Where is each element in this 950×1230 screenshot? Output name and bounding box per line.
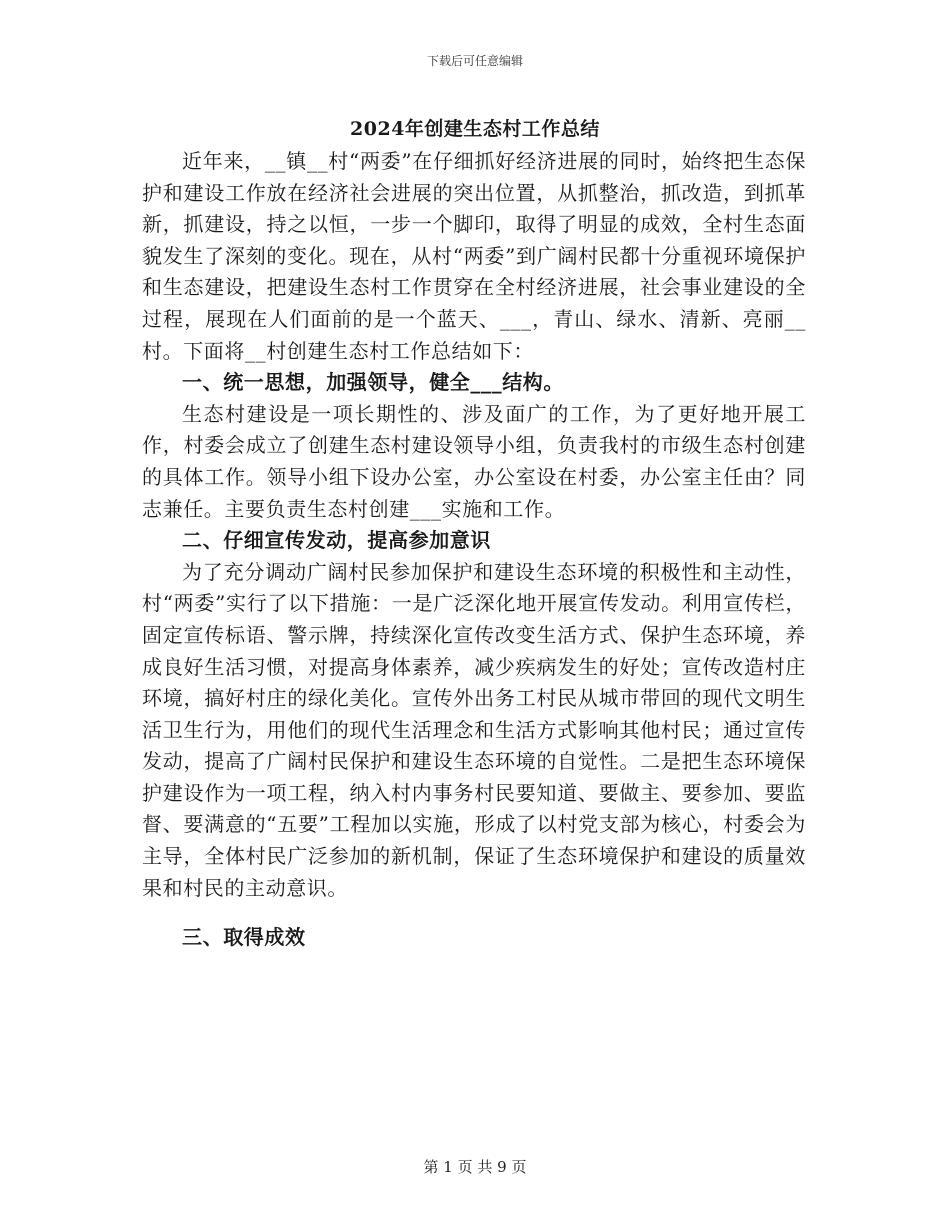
section-body-2: 为了充分调动广阔村民参加保护和建设生态环境的积极性和主动性，村“两委”实行了以下措施：一是广泛深化地开展宣传发动。利用宣传栏，固定宣传标语、警示牌，持续深化宣传改变生活方式、保护生态环境，养成良好生活习惯，对提高身体素养，减少疾病发生的好处；宣传改造村庄环境，搞好村庄的绿化美化。宣传外出务工村民从城市带回的现代文明生活卫生行为，用他们的现代生活理念和生活方式影响其他村民；通过宣传发动，提高了广阔村民保护和建设生态环境的自觉性。二是把生态环境保护建设作为一项工程，纳入村内事务村民要知道、要做主、要参加、要监督、要满意的“五要”工程加以实施，形成了以村党支部为核心，村委会为主导，全体村民广泛参加的新机制，保证了生态环境保护和建设的质量效果和村民的主动意识。 [142,559,806,900]
intro-paragraph: 近年来，__镇__村“两委”在仔细抓好经济进展的同时，始终把生态保护和建设工作放在经济社会进展的突出位置，从抓整治，抓改造，到抓革新，抓建设，持之以恒，一步一个脚印，取得了明显的成效，全村生态面貌发生了深刻的变化。现在，从村“两委”到广阔村民都十分重视环境保护和生态建设，把建设生态村工作贯穿在全村经济进展，社会事业建设的全过程，展现在人们面前的是一个蓝天、___，青山、绿水、清新、亮丽__村。下面将__村创建生态村工作总结如下： [142,149,806,363]
section-heading-1: 一、统一思想，加强领导，健全___结构。 [182,370,564,395]
page-number: 第 1 页 共 9 页 [423,1158,527,1176]
document-body [142,146,806,954]
section-heading-2: 二、仔细宣传发动，提高参加意识 [182,528,491,553]
section-body-1: 生态村建设是一项长期性的、涉及面广的工作，为了更好地开展工作，村委会成立了创建生态村建设领导小组，负责我村的市级生态村创建的具体工作。领导小组下设办公室，办公室设在村委，办公室主任由？同志兼任。主要负责生态村创建___实施和工作。 [142,401,806,521]
header-note: 下载后可任意编辑 [426,54,523,68]
document-title: 2024年创建生态村工作总结 [350,118,600,140]
section-heading-3: 三、取得成效 [182,925,306,950]
